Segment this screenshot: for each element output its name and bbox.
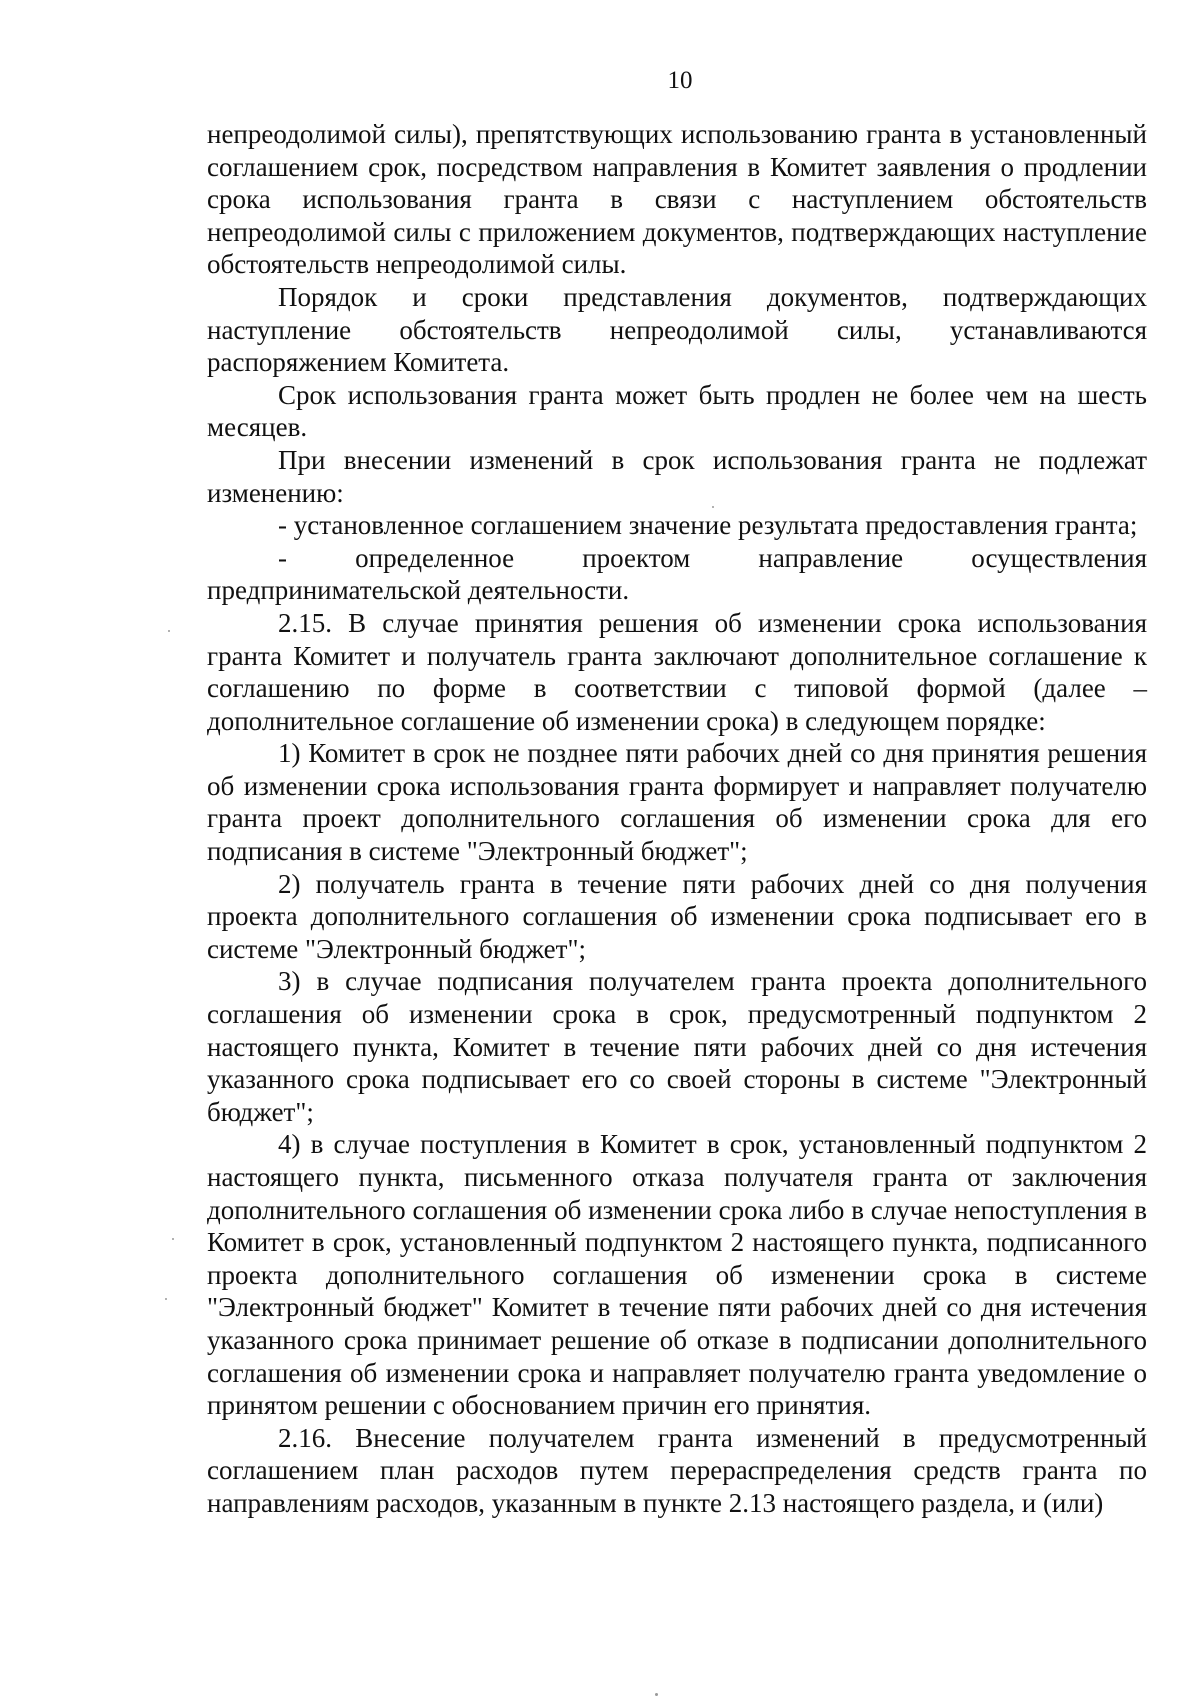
scan-speck (712, 506, 714, 508)
page-number: 10 (667, 67, 693, 94)
section-paragraph-2-15: 2.15. В случае принятия решения об изменении срока использования гранта Комитет и получатель гранта заключают дополнительное соглашение к соглашению по форме в соответствии с типовой формой (далее – дополнительное соглашение об изменении срока) в следующем порядке: (207, 607, 1147, 736)
scan-speck (168, 630, 170, 632)
paragraph: Срок использования гранта может быть продлен не более чем на шесть месяцев. (207, 379, 1147, 443)
paragraph: непреодолимой силы), препятствующих использованию гранта в установленный соглашением срок, посредством направления в Комитет заявления о продлении срока использования гранта в связи с наступлением обстоятельств непреодолимой силы с приложением документов, подтверждающих наступление обстоятельств непреодолимой силы. (207, 119, 1147, 280)
scan-speck (165, 1298, 167, 1300)
subpoint-1: 1) Комитет в срок не позднее пяти рабочих дней со дня принятия решения об изменении срока использования гранта формирует и направляет получателю гранта проект дополнительного соглашения об изменении срока для его подписания в системе "Электронный бюджет"; (207, 738, 1147, 867)
paragraph: При внесении изменений в срок использования гранта не подлежат изменению: (207, 444, 1147, 508)
subpoint-3: 3) в случае подписания получателем гранта проекта дополнительного соглашения об изменении срока в срок, предусмотренный подпунктом 2 настоящего пункта, Комитет в течение пяти рабочих дней со дня истечения указанного срока подписывает его со своей стороны в системе "Электронный бюджет"; (207, 966, 1147, 1127)
subpoint-4: 4) в случае поступления в Комитет в срок, установленный подпунктом 2 настоящего пункта, письменного отказа получателя гранта от заключения дополнительного соглашения об изменении срока либо в случае непоступления в Комитет в срок, установленный подпунктом 2 настоящего пункта, подписанного проекта дополнительного соглашения об изменении срока в системе "Электронный бюджет" Комитет в течение пяти рабочих дней со дня истечения указанного срока принимает решение об отказе в подписании дополнительного соглашения об изменении срока и направляет получателю гранта уведомление о принятом решении с обоснованием причин его принятия. (207, 1129, 1147, 1421)
list-item: - установленное соглашением значение результата предоставления гранта; (278, 510, 1138, 541)
scan-speck (172, 1238, 174, 1240)
subpoint-2: 2) получатель гранта в течение пяти рабочих дней со дня получения проекта дополнительного соглашения об изменении срока подписывает его в системе "Электронный бюджет"; (207, 868, 1147, 964)
document-body (207, 118, 1147, 1520)
paragraph: Порядок и сроки представления документов, подтверждающих наступление обстоятельств непреодолимой силы, устанавливаются распоряжением Комитета. (207, 281, 1147, 378)
scan-speck (655, 1693, 658, 1696)
section-paragraph-2-16: 2.16. Внесение получателем гранта изменений в предусмотренный соглашением план расходов путем перераспределения средств гранта по направлениям расходов, указанным в пункте 2.13 настоящего раздела, и (или) (207, 1422, 1147, 1518)
list-item: - определенное проектом направление осуществления предпринимательской деятельности. (207, 542, 1147, 606)
